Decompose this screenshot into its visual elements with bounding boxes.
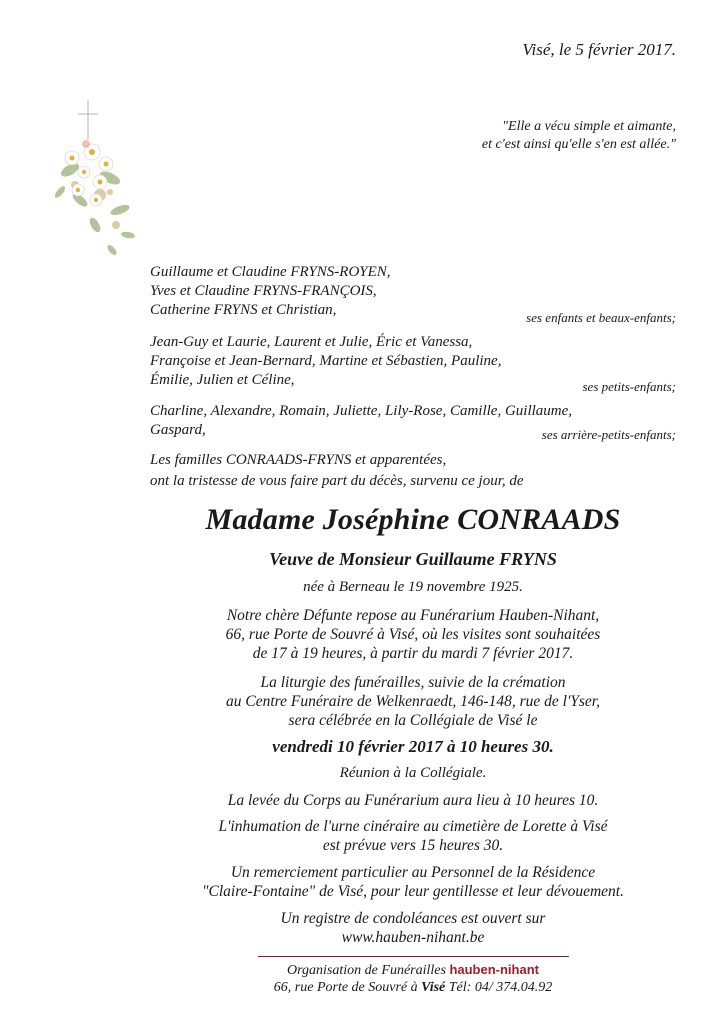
great-grandchildren-list	[150, 402, 572, 440]
family-line: Françoise et Jean-Bernard, Martine et Sébastien, Pauline,	[150, 353, 502, 369]
families-line: Les familles CONRAADS-FRYNS et apparentées,	[150, 452, 447, 468]
rest-info	[150, 606, 676, 663]
letter-date: Visé, le 5 février 2017.	[522, 40, 676, 59]
family-line: Charline, Alexandre, Romain, Juliette, Lily-Rose, Camille, Guillaume,	[150, 403, 573, 419]
cross-flower-decoration-icon	[50, 100, 138, 270]
thanks-info	[150, 863, 676, 901]
detail-line: 66, rue Porte de Souvré à Visé, où les visites sont souhaitées	[225, 626, 601, 643]
detail-line: au Centre Funéraire de Welkenraedt, 146-148, rue de l'Yser,	[226, 693, 600, 710]
announcement-line: ont la tristesse de vous faire part du décès, survenu ce jour, de	[150, 473, 524, 489]
family-line: Gaspard,	[150, 422, 206, 438]
levee-info: La levée du Corps au Funérarium aura lieu à 10 heures 10.	[227, 792, 599, 809]
meeting-info: Réunion à la Collégiale.	[339, 765, 487, 781]
detail-line: Un registre de condoléances est ouvert sur	[280, 910, 546, 927]
footer-divider	[258, 956, 569, 957]
family-line: Jean-Guy et Laurie, Laurent et Julie, Éric et Vanessa,	[150, 334, 473, 350]
footer-organisation	[150, 962, 676, 979]
detail-line: de 17 à 19 heures, à partir du mardi 7 février 2017.	[252, 645, 574, 662]
family-line: Émilie, Julien et Céline,	[150, 372, 295, 388]
phone-number: Tél: 04/ 374.04.92	[448, 980, 553, 995]
grandchildren-list	[150, 333, 501, 390]
detail-line: La liturgie des funérailles, suivie de la crémation	[260, 674, 566, 691]
footer-address	[150, 980, 676, 996]
epitaph-quote	[482, 118, 676, 154]
org-prefix: Organisation de Funérailles	[287, 963, 446, 978]
quote-line: et c'est ainsi qu'elle s'en est allée."	[481, 137, 676, 152]
register-url: www.hauben-nihant.be	[341, 929, 485, 946]
detail-line: "Claire-Fontaine" de Visé, pour leur gentillesse et leur dévouement.	[202, 883, 624, 900]
family-line: Catherine FRYNS et Christian,	[150, 302, 337, 318]
address-prefix: 66, rue Porte de Souvré à	[273, 980, 418, 995]
ceremony-date: vendredi 10 février 2017 à 10 heures 30.	[272, 737, 554, 756]
great-grandchildren-role: ses arrière-petits-enfants;	[541, 427, 676, 442]
widow-of: Veuve de Monsieur Guillaume FRYNS	[269, 549, 557, 569]
detail-line: Un remerciement particulier au Personnel de la Résidence	[230, 864, 596, 881]
detail-line: sera célébrée en la Collégiale de Visé le	[288, 712, 538, 729]
children-list	[150, 263, 391, 320]
deceased-name: Madame Joséphine CONRAADS	[205, 503, 621, 536]
children-role: ses enfants et beaux-enfants;	[526, 310, 676, 325]
register-info	[150, 909, 676, 947]
quote-line: "Elle a vécu simple et aimante,	[502, 119, 676, 134]
address-city: Visé	[421, 980, 446, 995]
liturgy-info	[150, 673, 676, 730]
inhumation-info	[150, 817, 676, 855]
detail-line: est prévue vers 15 heures 30.	[322, 837, 504, 854]
grandchildren-role: ses petits-enfants;	[582, 379, 676, 394]
detail-line: Notre chère Défunte repose au Funérarium Hauben-Nihant,	[226, 607, 600, 624]
birth-info: née à Berneau le 19 novembre 1925.	[303, 579, 523, 595]
family-line: Guillaume et Claudine FRYNS-ROYEN,	[150, 264, 391, 280]
family-line: Yves et Claudine FRYNS-FRANÇOIS,	[150, 283, 377, 299]
detail-line: L'inhumation de l'urne cinéraire au cimetière de Lorette à Visé	[218, 818, 608, 835]
brand-logo-text: hauben-nihant	[449, 962, 539, 977]
